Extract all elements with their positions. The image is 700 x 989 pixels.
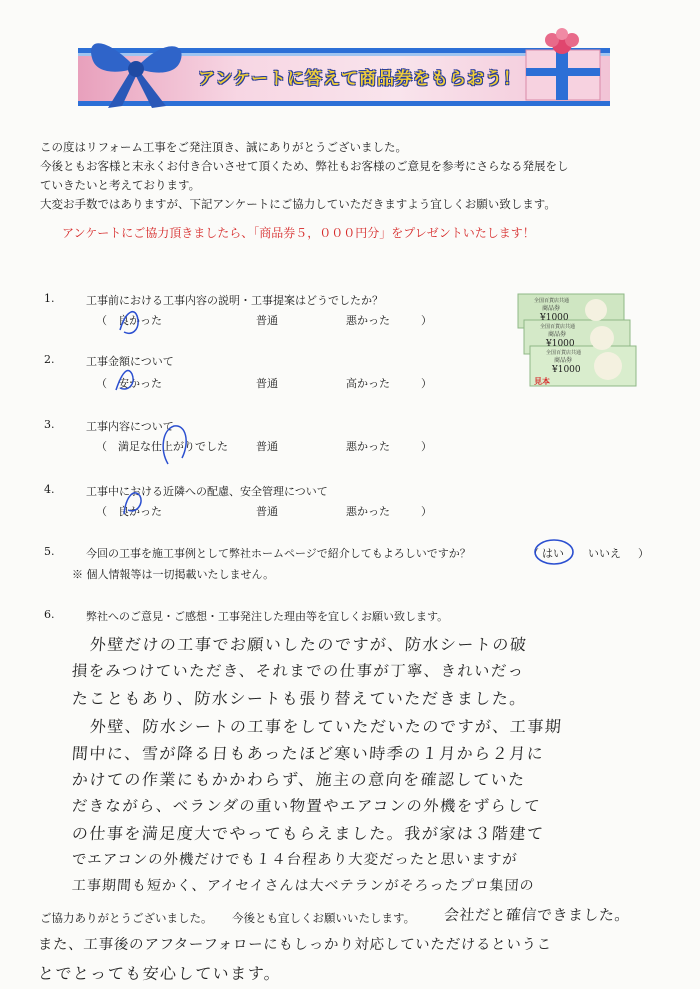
question-1-option-normal[interactable]: 普通 bbox=[256, 314, 278, 327]
q5-answer-circle-icon bbox=[532, 536, 576, 568]
question-5-options: （ はい いいえ ） bbox=[528, 547, 649, 560]
banner-title: アンケートに答えて商品券をもらおう！ bbox=[198, 69, 521, 89]
handwritten-line-4: 外壁、防水シートの工事をしていただいたのですが、工事期 bbox=[89, 717, 564, 736]
question-2-number: 2. bbox=[44, 353, 55, 366]
handwritten-line-11: また、工事後のアフターフォローにもしっかり対応していただけるというこ bbox=[37, 937, 553, 953]
voucher-label-3: 商品券 bbox=[554, 357, 573, 364]
voucher-issuer-2: 全国百貨店共通 bbox=[540, 324, 576, 330]
voucher-issuer: 全国百貨店共通 bbox=[534, 298, 570, 304]
q3-check-mark-icon bbox=[152, 420, 198, 470]
q1-check-mark-icon bbox=[110, 300, 150, 340]
question-1-option-good[interactable]: 良かった bbox=[118, 314, 162, 327]
question-6-text: 弊社へのご意見・ご感想・工事発注した理由等を宜しくお願い致します。 bbox=[86, 610, 449, 623]
voucher-amount-1: ¥1000 bbox=[540, 313, 569, 323]
handwritten-line-8: の仕事を満足度大でやってもらえました。我が家は３階建て bbox=[71, 824, 546, 843]
handwritten-line-2: 損をみつけていただき、それまでの仕事が丁寧、きれいだっ bbox=[71, 662, 526, 680]
question-4-text: 工事中における近隣への配慮、安全管理について bbox=[86, 485, 328, 498]
handwritten-line-9: でエアコンの外機だけでも１４台程あり大変だったと思いますが bbox=[71, 852, 519, 868]
voucher-label-2: 商品券 bbox=[548, 331, 567, 338]
closing-regards: 今後とも宜しくお願いいたします。 bbox=[232, 911, 416, 925]
question-1-options: （ 良かった 普通 悪かった ） bbox=[96, 314, 432, 327]
question-1-option-bad[interactable]: 悪かった bbox=[346, 314, 390, 327]
q4-check-mark-icon bbox=[112, 480, 152, 520]
handwritten-line-12: とでとっても安心しています。 bbox=[37, 964, 283, 983]
question-1-text: 工事前における工事内容の説明・工事提案はどうでしたか？ bbox=[86, 294, 383, 307]
intro-line-2: 今後ともお客様と末永くお付き合いさせて頂くため、弊社もお客様のご意見を参考にさらなる発展をし bbox=[40, 159, 569, 173]
question-5-option-no[interactable]: いいえ bbox=[588, 547, 621, 560]
banner bbox=[78, 34, 610, 112]
q2-check-mark-icon bbox=[108, 360, 148, 396]
question-5-option-yes[interactable]: はい bbox=[542, 547, 564, 560]
question-3-option-satisfied[interactable]: 満足な仕上がりでした bbox=[118, 440, 228, 453]
gift-box-icon bbox=[518, 22, 608, 102]
promo-text: アンケートにご協力頂きましたら、「商品券５，０００円分」をプレゼントいたします！ bbox=[62, 226, 535, 240]
question-2-options: （ 安かった 普通 高かった ） bbox=[96, 377, 432, 390]
question-1-number: 1. bbox=[44, 292, 55, 305]
handwritten-line-3: たこともあり、防水シートも張り替えていただきました。 bbox=[71, 689, 528, 708]
question-6-number: 6. bbox=[44, 608, 55, 621]
voucher-label-1: 商品券 bbox=[542, 305, 561, 312]
question-3-option-normal[interactable]: 普通 bbox=[256, 440, 278, 453]
question-3-number: 3. bbox=[44, 418, 55, 431]
blue-bow-icon bbox=[78, 28, 198, 108]
voucher-amount-2: ¥1000 bbox=[546, 339, 575, 349]
question-2-option-expensive[interactable]: 高かった bbox=[346, 377, 390, 390]
question-5-text: 今回の工事を施工事例として弊社ホームページで紹介してもよろしいですか？ bbox=[86, 547, 471, 560]
intro-line-1: この度はリフォーム工事をご発注頂き、誠にありがとうございました。 bbox=[40, 140, 407, 154]
voucher-amount-3: ¥1000 bbox=[552, 365, 581, 375]
handwritten-line-10: 工事期間も短かく、アイセイさんは大ベテランがそろったプロ集団の bbox=[71, 878, 536, 894]
gift-voucher-image bbox=[516, 290, 638, 392]
intro-text bbox=[40, 138, 569, 214]
intro-line-4: 大変お手数ではありますが、下記アンケートにご協力していただきますよう宜しくお願い致します。 bbox=[40, 197, 556, 211]
question-2-text: 工事金額について bbox=[86, 355, 174, 368]
handwritten-line-7: だきながら、ベランダの重い物置やエアコンの外機をずらして bbox=[71, 797, 542, 815]
handwritten-line-5: 間中に、雪が降る日もあったほど寒い時季の１月から２月に bbox=[71, 744, 545, 763]
voucher-sample: 見本 bbox=[534, 376, 550, 386]
question-2-option-cheap[interactable]: 安かった bbox=[118, 377, 162, 390]
question-3-text: 工事内容について bbox=[86, 420, 174, 433]
question-4-options: （ 良かった 普通 悪かった ） bbox=[96, 505, 432, 518]
privacy-note: ※ 個人情報等は一切掲載いたしません。 bbox=[72, 568, 275, 581]
handwritten-line-6: かけての作業にもかかわらず、施主の意向を確認していた bbox=[71, 770, 527, 789]
intro-line-3: ていきたいと考えております。 bbox=[40, 178, 201, 192]
handwritten-closing-insert: 会社だと確信できました。 bbox=[443, 906, 631, 924]
voucher-issuer-3: 全国百貨店共通 bbox=[546, 350, 582, 356]
question-4-option-normal[interactable]: 普通 bbox=[256, 505, 278, 518]
question-3-option-bad[interactable]: 悪かった bbox=[346, 440, 390, 453]
question-3-options: （ 満足な仕上がりでした 普通 悪かった ） bbox=[96, 440, 432, 453]
question-2-option-normal[interactable]: 普通 bbox=[256, 377, 278, 390]
question-4-option-good[interactable]: 良かった bbox=[118, 505, 162, 518]
question-4-option-bad[interactable]: 悪かった bbox=[346, 505, 390, 518]
question-5-number: 5. bbox=[44, 545, 55, 558]
handwritten-line-1: 外壁だけの工事でお願いしたのですが、防水シートの破 bbox=[89, 635, 529, 654]
closing-thanks: ご協力ありがとうございました。 bbox=[40, 911, 213, 925]
question-4-number: 4. bbox=[44, 483, 55, 496]
